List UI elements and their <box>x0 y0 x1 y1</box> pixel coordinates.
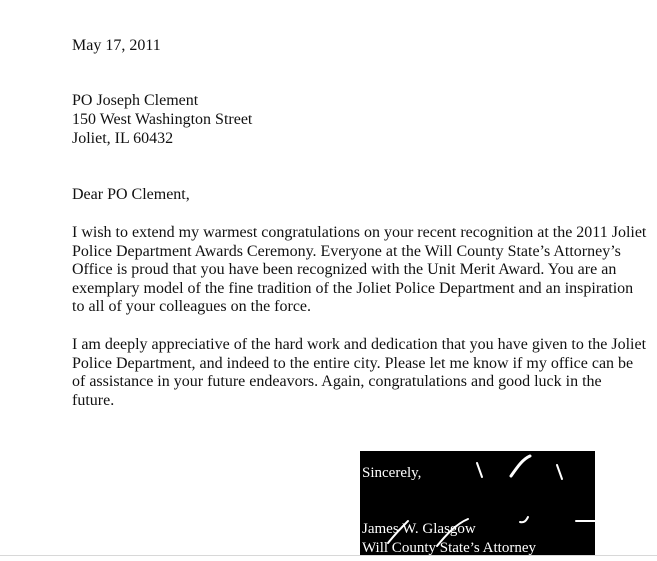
signature-block <box>360 451 595 555</box>
letter-date: May 17, 2011 <box>72 37 161 54</box>
closing: Sincerely, <box>362 465 422 481</box>
salutation: Dear PO Clement, <box>72 186 190 203</box>
paragraph-1-line-1: I wish to extend my warmest congratulations on your recent recognition at the 2011 Joliet <box>72 224 647 241</box>
signer-name: James W. Glasgow <box>362 521 476 537</box>
paragraph-1-line-3: Office is proud that you have been recognized with the Unit Merit Award. You are an <box>72 261 617 278</box>
handwritten-signature <box>360 451 595 555</box>
recipient-name: PO Joseph Clement <box>72 92 199 109</box>
paragraph-1-line-2: Police Department Awards Ceremony. Everyone at the Will County State’s Attorney’s <box>72 242 621 260</box>
signer-title: Will County State’s Attorney <box>362 540 536 555</box>
page-bottom-divider <box>0 555 657 556</box>
paragraph-2-line-2: Police Department, and indeed to the entire city. Please let me know if my office can be <box>72 354 634 372</box>
paragraph-2-line-1: I am deeply appreciative of the hard work and dedication that you have given to the Joliet <box>72 336 647 353</box>
paragraph-1 <box>72 224 657 317</box>
recipient-city: Joliet, IL 60432 <box>72 130 174 147</box>
paragraph-2-line-4: future. <box>72 391 115 409</box>
recipient-street: 150 West Washington Street <box>72 111 253 128</box>
paragraph-2-line-3: of assistance in your future endeavors. Again, congratulations and good luck in the <box>72 373 602 390</box>
paragraph-1-line-4: exemplary model of the fine tradition of the Joliet Police Department and an inspiration <box>72 279 634 297</box>
paragraph-1-line-5: to all of your colleagues on the force. <box>72 298 312 315</box>
paragraph-2 <box>72 336 657 410</box>
